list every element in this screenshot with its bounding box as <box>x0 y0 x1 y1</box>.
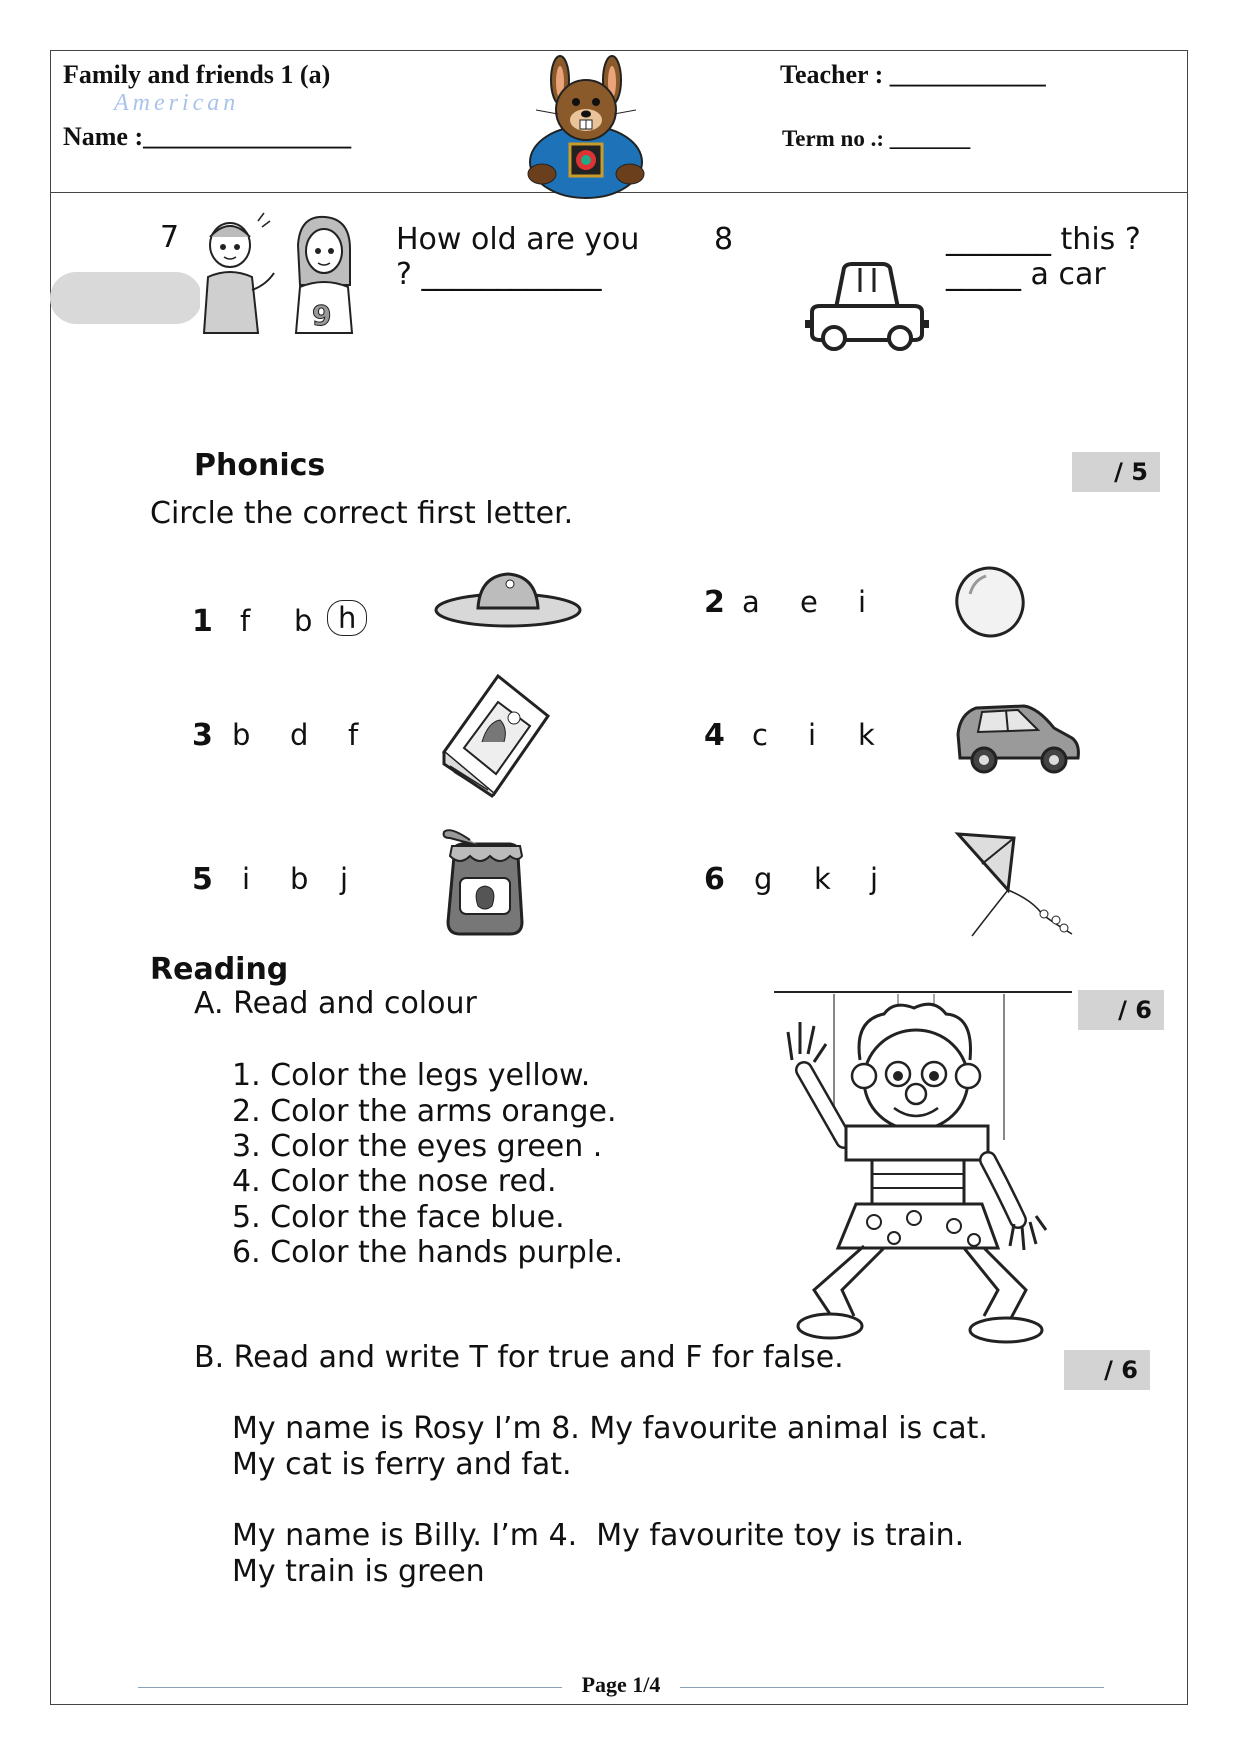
phonics-item-4-letter-c[interactable]: k <box>858 718 875 752</box>
phonics-item-6-letter-c[interactable]: j <box>870 862 879 896</box>
phonics-item-1-letter-b[interactable]: b <box>294 604 313 638</box>
colour-instruction-2: 2. Color the arms orange. <box>232 1094 617 1129</box>
page-number: Page 1/4 <box>581 1672 661 1697</box>
egg-picture <box>952 564 1028 640</box>
footer-rule-right <box>680 1687 1104 1688</box>
svg-text:9: 9 <box>312 299 332 332</box>
phonics-score-box: / 5 <box>1072 452 1160 492</box>
reading-b-score-box: / 6 <box>1064 1350 1150 1390</box>
car-outline-picture <box>804 262 930 350</box>
phonics-item-2-letter-a[interactable]: a <box>742 585 760 619</box>
phonics-item-3-letter-b[interactable]: d <box>290 718 309 752</box>
question-7-line1: How old are you <box>396 222 640 257</box>
kite-picture <box>952 830 1082 940</box>
phonics-item-5-letter-b[interactable]: b <box>290 862 309 896</box>
name-field[interactable]: Name :________________ <box>63 122 352 151</box>
reading-a-title: A. Read and colour <box>194 986 477 1021</box>
term-field[interactable]: Term no .: _______ <box>782 126 971 151</box>
hat-picture <box>434 570 582 632</box>
reading-b-text1-line1: My name is Rosy I’m 8. My favourite animal is cat. <box>232 1411 988 1446</box>
phonics-item-2-number: 2 <box>704 585 725 620</box>
phonics-item-2-letter-c[interactable]: i <box>858 585 867 619</box>
reading-a-score-box: / 6 <box>1078 990 1164 1030</box>
car-picture <box>954 698 1084 776</box>
phonics-item-6-letter-a[interactable]: g <box>754 862 773 896</box>
phonics-item-4-letter-a[interactable]: c <box>752 718 768 752</box>
jam-jar-picture <box>440 826 530 938</box>
phonics-item-1-letter-a[interactable]: f <box>240 604 251 638</box>
phonics-item-3-letter-c[interactable]: f <box>348 718 359 752</box>
colour-instruction-6: 6. Color the hands purple. <box>232 1235 624 1270</box>
colour-instruction-3: 3. Color the eyes green . <box>232 1129 603 1164</box>
grey-tab <box>50 272 202 324</box>
question-8-line2[interactable]: _____ a car <box>946 257 1106 292</box>
phonics-item-4-letter-b[interactable]: i <box>808 718 817 752</box>
phonics-item-6-number: 6 <box>704 862 725 897</box>
phonics-instruction: Circle the correct first letter. <box>150 496 574 531</box>
colour-instruction-4: 4. Color the nose red. <box>232 1164 557 1199</box>
reading-b-title: B. Read and write T for true and F for false. <box>194 1340 844 1375</box>
phonics-item-6-letter-b[interactable]: k <box>814 862 831 896</box>
question-8-line1[interactable]: _______ this ? <box>946 222 1141 257</box>
puppet-boy-picture[interactable] <box>774 990 1074 1350</box>
phonics-item-3-number: 3 <box>192 718 213 753</box>
phonics-item-2-letter-b[interactable]: e <box>800 585 818 619</box>
phonics-item-1-number: 1 <box>192 604 213 639</box>
phonics-item-3-letter-a[interactable]: b <box>232 718 251 752</box>
colour-instruction-1: 1. Color the legs yellow. <box>232 1058 591 1093</box>
phonics-item-5-letter-c[interactable]: j <box>340 862 349 896</box>
worksheet-title: Family and friends 1 (a) <box>63 60 331 89</box>
reading-b-text1-line2: My cat is ferry and fat. <box>232 1447 572 1482</box>
phonics-heading: Phonics <box>194 448 326 483</box>
colour-instruction-5: 5. Color the face blue. <box>232 1200 565 1235</box>
reading-heading: Reading <box>150 952 289 987</box>
book-picture <box>438 672 552 798</box>
children-talking-picture <box>200 215 370 333</box>
question-7-answer-line[interactable]: ? ____________ <box>396 257 602 292</box>
footer-rule-left <box>138 1687 562 1688</box>
phonics-item-5-number: 5 <box>192 862 213 897</box>
worksheet-subtitle: American <box>114 90 240 116</box>
reading-b-text2-line1: My name is Billy. I’m 4. My favourite toy is train. <box>232 1518 965 1553</box>
phonics-item-4-number: 4 <box>704 718 725 753</box>
teacher-field[interactable]: Teacher : ____________ <box>780 60 1046 89</box>
rabbit-logo <box>528 54 646 186</box>
question-8-number: 8 <box>714 222 734 257</box>
question-7-number: 7 <box>160 220 180 255</box>
reading-b-text2-line2: My train is green <box>232 1554 485 1589</box>
phonics-item-1-letter-c-circled[interactable]: h <box>327 600 367 636</box>
phonics-item-5-letter-a[interactable]: i <box>242 862 251 896</box>
